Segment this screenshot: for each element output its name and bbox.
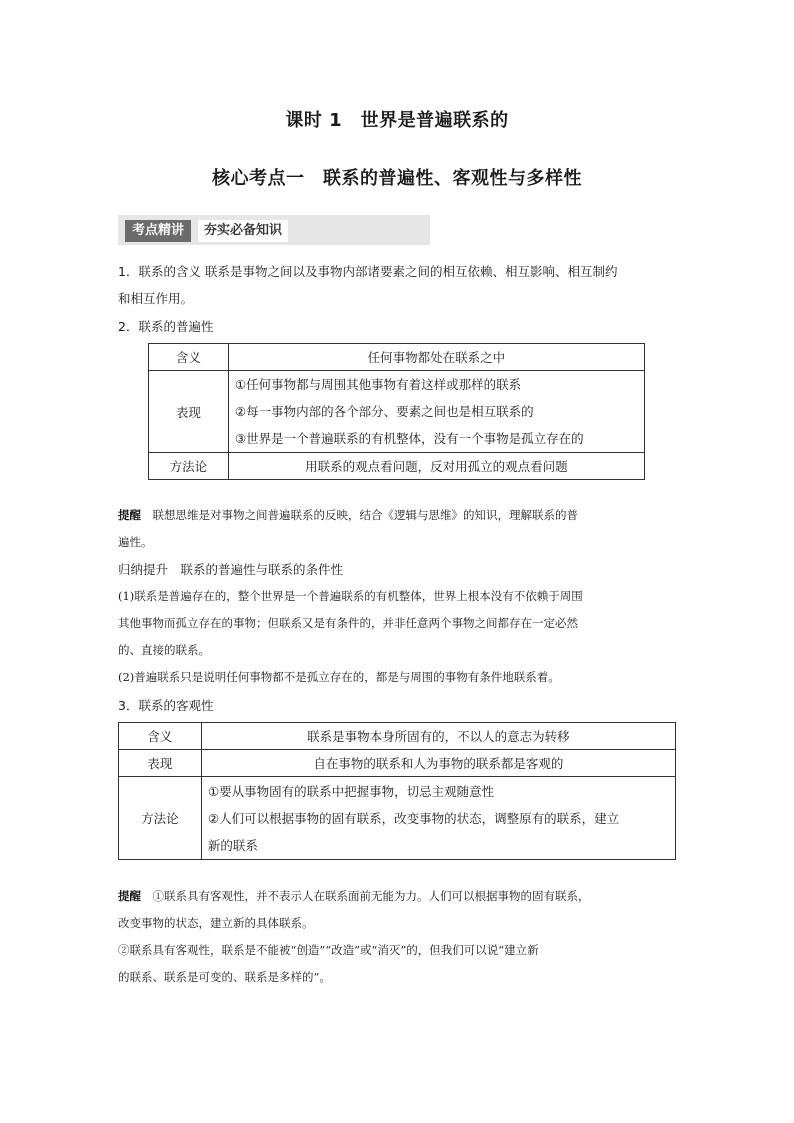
- heading-objectivity: 3．联系的客观性: [118, 698, 214, 713]
- banner-tag: 考点精讲: [125, 220, 191, 242]
- tip-text: 遍性。: [118, 535, 153, 549]
- heading-universality: 2．联系的普遍性: [118, 319, 214, 334]
- table-row: [119, 750, 676, 777]
- row-cell: [228, 371, 644, 453]
- row-cell: [201, 777, 675, 860]
- table-row: [119, 777, 676, 860]
- paragraph-text: 联系是事物之间以及事物内部诸要素之间的相互依赖、相互影响、相互制约: [204, 264, 618, 279]
- table-row: [149, 371, 645, 453]
- cell-line: ②每一事物内部的各个部分、要素之间也是相互联系的: [234, 404, 534, 419]
- table-universality: [148, 343, 645, 480]
- table-row: [119, 723, 676, 750]
- summary-title: 联系的普遍性与联系的条件性: [180, 562, 344, 577]
- summary-text: (2)普遍联系只是说明任何事物都不是孤立存在的，都是与周围的事物有条件地联系着。: [118, 670, 560, 684]
- summary-heading: [118, 556, 678, 583]
- cell-line: ③世界是一个普遍联系的有机整体，没有一个事物是孤立存在的: [234, 431, 584, 446]
- paragraph-label: 1．联系的含义: [118, 264, 201, 279]
- row-cell: 任何事物都处在联系之中: [228, 344, 644, 371]
- tip-label: 提醒: [118, 889, 141, 903]
- summary-text: (1)联系是普遍存在的，整个世界是一个普遍联系的有机整体，世界上根本没有不依赖于周围: [118, 589, 583, 603]
- row-head: 方法论: [149, 453, 229, 480]
- cell-line: ①要从事物固有的联系中把握事物，切忌主观随意性: [207, 783, 495, 799]
- table-row: [149, 344, 645, 371]
- row-head: 方法论: [119, 777, 202, 860]
- tip-text: 改变事物的状态，建立新的具体联系。: [118, 916, 314, 930]
- row-head: 表现: [149, 371, 229, 453]
- tip-text: ②联系具有客观性，联系是不能被“创造”“改造”或“消灭”的，但我们可以说“建立新: [118, 943, 539, 957]
- section-banner: [118, 215, 430, 245]
- cell-line: 新的联系: [207, 837, 258, 853]
- row-cell: 联系是事物本身所固有的，不以人的意志为转移: [201, 723, 675, 750]
- row-cell: 用联系的观点看问题，反对用孤立的观点看问题: [228, 453, 644, 480]
- row-head: 表现: [119, 750, 202, 777]
- summary-label: 归纳提升: [118, 562, 169, 577]
- cell-line: ②人们可以根据事物的固有联系，改变事物的状态，调整原有的联系，建立: [207, 810, 620, 826]
- summary-body: [118, 583, 678, 691]
- banner-subtitle: 夯实必备知识: [198, 220, 288, 242]
- summary-text: 的、直接的联系。: [118, 643, 210, 657]
- section-title: 核心考点一 联系的普遍性、客观性与多样性: [212, 168, 582, 189]
- row-head: 含义: [149, 344, 229, 371]
- row-cell: 自在事物的联系和人为事物的联系都是客观的: [201, 750, 675, 777]
- table-objectivity: [118, 722, 676, 860]
- tip-label: 提醒: [118, 508, 141, 522]
- tip-text: ①联系具有客观性，并不表示人在联系面前无能为力。人们可以根据事物的固有联系，: [152, 889, 590, 903]
- table-row: [149, 453, 645, 480]
- tip-note-2: [118, 883, 678, 991]
- tip-note-1: [118, 502, 678, 556]
- paragraph-definition: [118, 258, 678, 312]
- paragraph-text: 和相互作用。: [118, 291, 194, 306]
- summary-text: 其他事物而孤立存在的事物；但联系又是有条件的，并非任意两个事物之间都存在一定必然: [118, 616, 578, 630]
- tip-text: 的联系、联系是可变的、联系是多样的”。: [118, 970, 331, 984]
- tip-text: 联想思维是对事物之间普遍联系的反映，结合《逻辑与思维》的知识，理解联系的普: [152, 508, 578, 522]
- page-title: 课时 1 世界是普遍联系的: [285, 110, 509, 131]
- cell-line: ①任何事物都与周围其他事物有着这样或那样的联系: [234, 377, 522, 392]
- row-head: 含义: [119, 723, 202, 750]
